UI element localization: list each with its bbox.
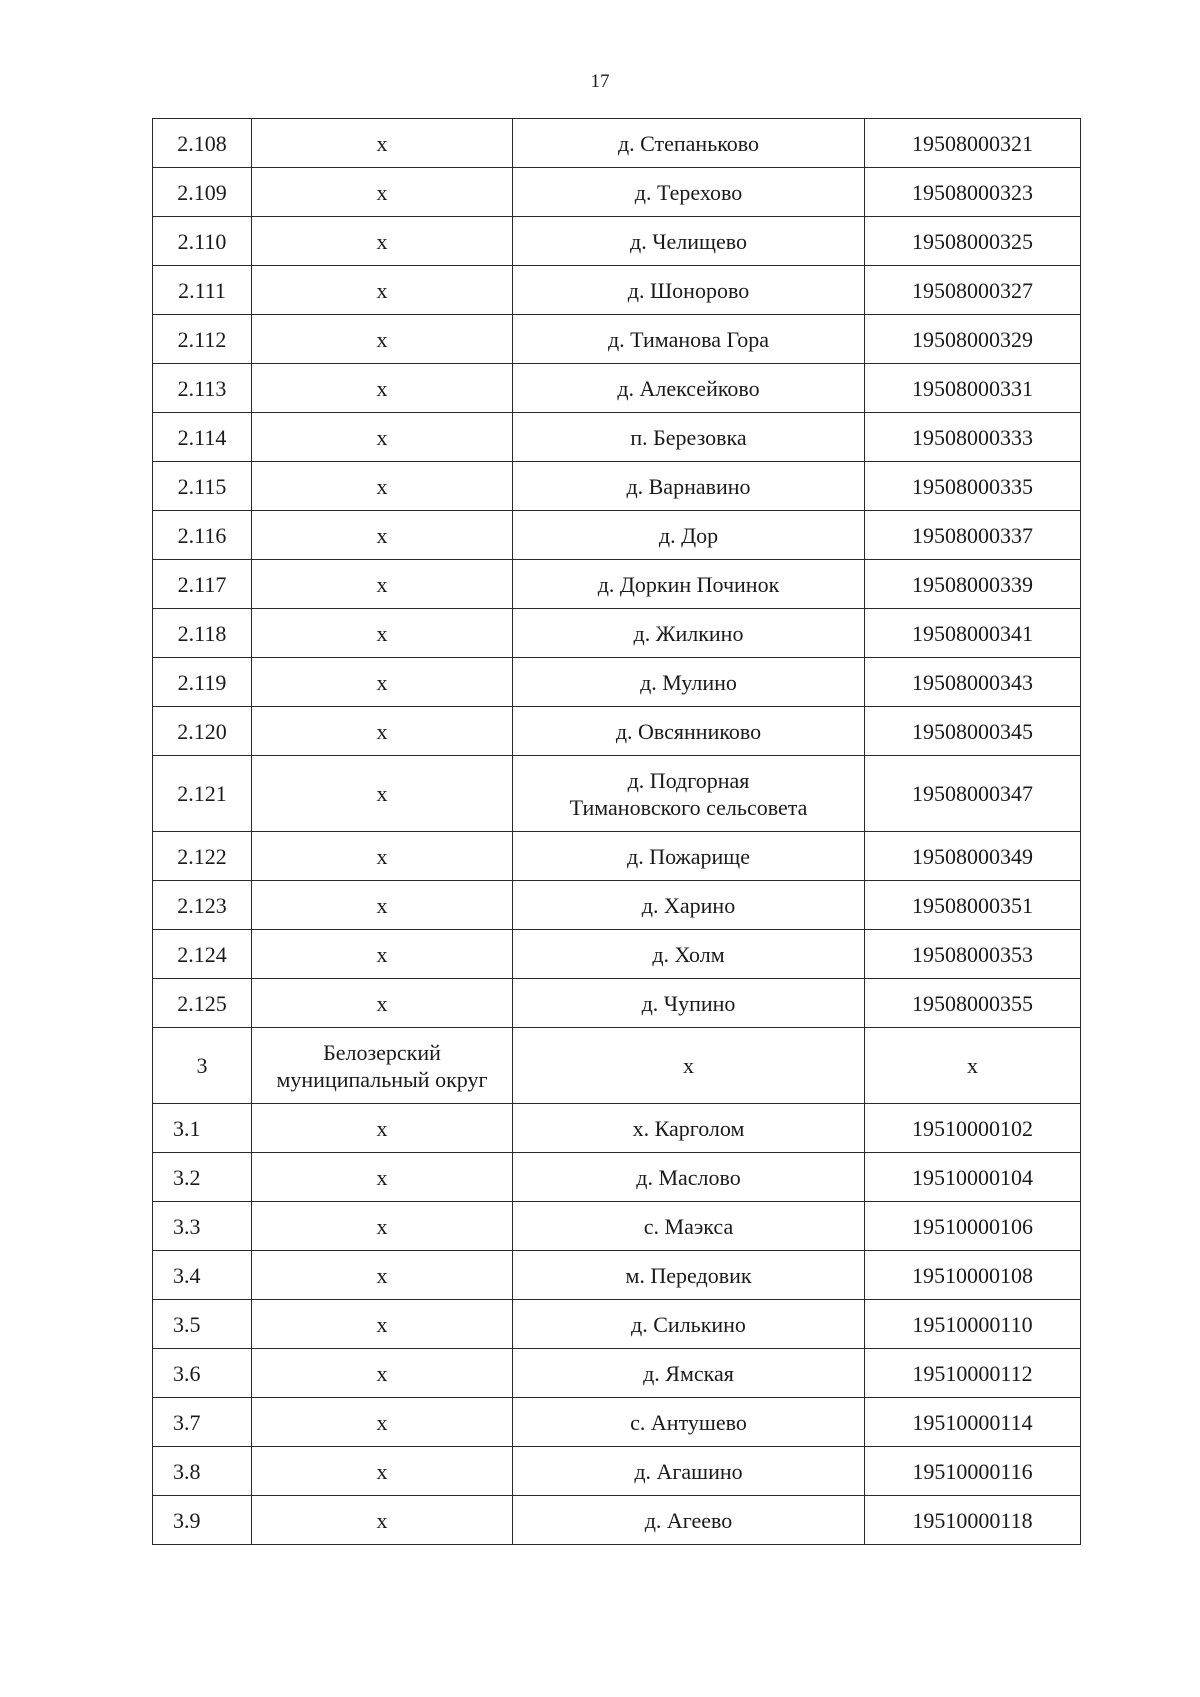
oktmo-code-text: 19508000345 — [912, 718, 1033, 744]
settlement-cell — [513, 1349, 865, 1398]
district-cell — [252, 413, 513, 462]
oktmo-code-text: 19508000333 — [912, 424, 1033, 450]
settlement-cell — [513, 315, 865, 364]
row-number-text: 3.3 — [173, 1213, 201, 1239]
district-text: х — [376, 473, 388, 499]
district-text: х — [376, 1409, 388, 1435]
settlement-cell — [513, 364, 865, 413]
district-cell — [252, 832, 513, 881]
district-cell — [252, 1349, 513, 1398]
district-text: х — [376, 375, 388, 401]
district-text: х — [376, 990, 388, 1016]
district-cell — [252, 979, 513, 1028]
district-cell — [252, 658, 513, 707]
row-number-cell — [153, 1447, 252, 1496]
oktmo-code-cell — [865, 413, 1081, 462]
settlement-cell — [513, 1104, 865, 1153]
settlement-cell — [513, 1153, 865, 1202]
oktmo-code-cell — [865, 658, 1081, 707]
row-number-text: 2.113 — [177, 375, 227, 401]
district-cell — [252, 1447, 513, 1496]
settlement-cell — [513, 266, 865, 315]
district-text: х — [376, 718, 388, 744]
settlement-text: д. Силькино — [631, 1311, 746, 1337]
district-text: х — [376, 1311, 388, 1337]
oktmo-code-cell — [865, 217, 1081, 266]
oktmo-code-cell — [865, 119, 1081, 168]
district-text: х — [376, 1213, 388, 1239]
district-cell — [252, 756, 513, 832]
district-text: х — [376, 669, 388, 695]
district-cell — [252, 881, 513, 930]
settlement-cell — [513, 1028, 865, 1104]
table-row — [153, 217, 1081, 266]
row-number-cell — [153, 266, 252, 315]
district-cell — [252, 930, 513, 979]
row-number-text: 2.114 — [177, 424, 227, 450]
row-number-cell — [153, 119, 252, 168]
oktmo-code-text: 19508000343 — [912, 669, 1033, 695]
row-number-text: 3.6 — [173, 1360, 201, 1386]
oktmo-code-text: 19508000347 — [912, 781, 1033, 806]
row-number-cell — [153, 707, 252, 756]
row-number-text: 2.117 — [177, 571, 227, 597]
oktmo-code-text: 19508000335 — [912, 473, 1033, 499]
district-text: х — [376, 941, 388, 967]
district-cell — [252, 217, 513, 266]
oktmo-code-text: 19508000353 — [912, 941, 1033, 967]
oktmo-code-text: 19508000339 — [912, 571, 1033, 597]
row-number-text: 3.9 — [173, 1507, 201, 1533]
table-row — [153, 1496, 1081, 1545]
table-row — [153, 881, 1081, 930]
settlement-text: д. Холм — [652, 941, 725, 967]
settlement-cell — [513, 609, 865, 658]
table-row — [153, 1349, 1081, 1398]
row-number-text: 2.125 — [177, 990, 227, 1016]
oktmo-code-cell — [865, 168, 1081, 217]
settlement-text: д. Маслово — [636, 1164, 741, 1190]
row-number-text: 2.115 — [177, 473, 227, 499]
table-row — [153, 1251, 1081, 1300]
oktmo-code-text: 19508000325 — [912, 228, 1033, 254]
oktmo-code-text: 19508000327 — [912, 277, 1033, 303]
settlement-text: д. Терехово — [634, 179, 743, 205]
settlement-text: х — [683, 1053, 694, 1078]
settlement-text: д. Доркин Починок — [597, 571, 780, 597]
table-row — [153, 979, 1081, 1028]
table-row — [153, 364, 1081, 413]
oktmo-code-cell — [865, 881, 1081, 930]
settlement-cell — [513, 1300, 865, 1349]
district-text: х — [376, 424, 388, 450]
district-text: х — [376, 1360, 388, 1386]
settlement-text: д. Пожарище — [627, 843, 750, 869]
oktmo-code-cell — [865, 1447, 1081, 1496]
row-number-text: 3 — [196, 1053, 208, 1078]
settlement-cell — [513, 168, 865, 217]
settlement-text: д. Агеево — [644, 1507, 733, 1533]
row-number-cell — [153, 658, 252, 707]
district-cell — [252, 609, 513, 658]
table-row — [153, 511, 1081, 560]
row-number-text: 3.5 — [173, 1311, 201, 1337]
row-number-text: 3.8 — [173, 1458, 201, 1484]
row-number-cell — [153, 832, 252, 881]
district-text: х — [376, 179, 388, 205]
settlement-cell — [513, 119, 865, 168]
table-row — [153, 1028, 1081, 1104]
row-number-text: 2.119 — [177, 669, 227, 695]
oktmo-code-text: 19508000321 — [912, 130, 1033, 156]
table-row — [153, 658, 1081, 707]
oktmo-code-cell — [865, 979, 1081, 1028]
oktmo-code-text: 19508000355 — [912, 990, 1033, 1016]
oktmo-code-cell — [865, 832, 1081, 881]
row-number-cell — [153, 1300, 252, 1349]
oktmo-code-cell — [865, 1496, 1081, 1545]
settlement-text: д. Мулино — [640, 669, 737, 695]
table-row — [153, 315, 1081, 364]
row-number-cell — [153, 1028, 252, 1104]
oktmo-code-cell — [865, 560, 1081, 609]
district-text: х — [376, 326, 388, 352]
settlement-cell — [513, 756, 865, 832]
settlement-text: д. Тиманова Гора — [607, 326, 770, 352]
settlement-text: х. Карголом — [632, 1115, 745, 1141]
row-number-text: 2.111 — [178, 277, 226, 303]
row-number-cell — [153, 364, 252, 413]
oktmo-code-text: 19510000112 — [912, 1360, 1033, 1386]
district-text: х — [376, 228, 388, 254]
oktmo-code-text: 19510000106 — [912, 1213, 1033, 1239]
settlement-text: д. Агашино — [634, 1458, 743, 1484]
district-text: Белозерский муниципальный округ — [276, 1039, 488, 1092]
settlement-cell — [513, 930, 865, 979]
table-body — [153, 119, 1081, 1545]
row-number-cell — [153, 315, 252, 364]
table-row — [153, 266, 1081, 315]
settlement-cell — [513, 413, 865, 462]
table-row — [153, 462, 1081, 511]
table-row — [153, 1447, 1081, 1496]
settlement-cell — [513, 1447, 865, 1496]
row-number-cell — [153, 462, 252, 511]
district-text: х — [376, 892, 388, 918]
oktmo-code-cell — [865, 707, 1081, 756]
district-text: х — [376, 130, 388, 156]
district-cell — [252, 462, 513, 511]
district-cell — [252, 1300, 513, 1349]
row-number-cell — [153, 1202, 252, 1251]
row-number-text: 2.109 — [177, 179, 227, 205]
district-text: х — [376, 1458, 388, 1484]
table-row — [153, 1398, 1081, 1447]
row-number-text: 2.122 — [177, 843, 227, 869]
settlement-cell — [513, 1202, 865, 1251]
table-row — [153, 1153, 1081, 1202]
settlement-text: д. Жилкино — [633, 620, 744, 646]
settlement-cell — [513, 1398, 865, 1447]
oktmo-code-text: 19508000349 — [912, 843, 1033, 869]
district-cell — [252, 315, 513, 364]
settlement-text: д. Степаньково — [617, 130, 760, 156]
row-number-text: 2.108 — [177, 130, 227, 156]
oktmo-code-text: 19510000102 — [912, 1115, 1033, 1141]
settlement-cell — [513, 707, 865, 756]
district-text: х — [376, 522, 388, 548]
table-row — [153, 1104, 1081, 1153]
row-number-cell — [153, 756, 252, 832]
row-number-text: 2.123 — [177, 892, 227, 918]
settlement-cell — [513, 979, 865, 1028]
district-text: х — [376, 1507, 388, 1533]
oktmo-code-cell — [865, 1251, 1081, 1300]
district-cell — [252, 364, 513, 413]
settlement-text: д. Харино — [641, 892, 736, 918]
oktmo-code-text: 19510000104 — [912, 1164, 1033, 1190]
table-row — [153, 1300, 1081, 1349]
oktmo-code-cell — [865, 364, 1081, 413]
district-cell — [252, 707, 513, 756]
district-text: х — [376, 620, 388, 646]
district-cell — [252, 1398, 513, 1447]
row-number-text: 2.124 — [177, 941, 227, 967]
oktmo-code-cell — [865, 1202, 1081, 1251]
oktmo-code-text: 19510000108 — [912, 1262, 1033, 1288]
row-number-cell — [153, 1153, 252, 1202]
oktmo-code-cell — [865, 609, 1081, 658]
settlement-cell — [513, 217, 865, 266]
oktmo-code-text: 19508000341 — [912, 620, 1033, 646]
settlement-text: д. Овсянниково — [615, 718, 762, 744]
table-row — [153, 930, 1081, 979]
oktmo-code-cell — [865, 1349, 1081, 1398]
settlement-cell — [513, 1496, 865, 1545]
row-number-cell — [153, 168, 252, 217]
oktmo-code-text: х — [967, 1053, 978, 1078]
row-number-cell — [153, 217, 252, 266]
oktmo-code-text: 19508000323 — [912, 179, 1033, 205]
district-text: х — [376, 843, 388, 869]
oktmo-code-text: 19510000118 — [912, 1507, 1033, 1533]
settlement-text: д. Шонорово — [627, 277, 750, 303]
settlement-cell — [513, 462, 865, 511]
row-number-cell — [153, 1398, 252, 1447]
settlement-cell — [513, 1251, 865, 1300]
district-cell — [252, 1028, 513, 1104]
row-number-text: 2.116 — [177, 522, 227, 548]
row-number-text: 2.120 — [177, 718, 227, 744]
settlement-text: д. Челищево — [630, 228, 747, 254]
table-row — [153, 168, 1081, 217]
settlement-text: д. Чупино — [641, 990, 736, 1016]
row-number-cell — [153, 560, 252, 609]
row-number-cell — [153, 1104, 252, 1153]
row-number-text: 2.112 — [177, 326, 227, 352]
oktmo-code-cell — [865, 315, 1081, 364]
district-cell — [252, 1202, 513, 1251]
table-row — [153, 1202, 1081, 1251]
district-cell — [252, 119, 513, 168]
row-number-text: 3.1 — [173, 1115, 201, 1141]
district-text: х — [376, 571, 388, 597]
table-row — [153, 413, 1081, 462]
row-number-text: 3.2 — [173, 1164, 201, 1190]
oktmo-code-text: 19508000337 — [912, 522, 1033, 548]
page-number: 17 — [590, 71, 610, 92]
oktmo-code-cell — [865, 462, 1081, 511]
settlement-text: с. Маэкса — [643, 1213, 734, 1239]
district-cell — [252, 1104, 513, 1153]
oktmo-code-cell — [865, 930, 1081, 979]
district-cell — [252, 1153, 513, 1202]
district-cell — [252, 168, 513, 217]
district-cell — [252, 1251, 513, 1300]
oktmo-code-cell — [865, 1028, 1081, 1104]
table-row — [153, 119, 1081, 168]
row-number-cell — [153, 1349, 252, 1398]
row-number-text: 3.7 — [173, 1409, 201, 1435]
settlement-cell — [513, 832, 865, 881]
oktmo-code-text: 19508000351 — [912, 892, 1033, 918]
district-cell — [252, 511, 513, 560]
table-row — [153, 609, 1081, 658]
settlement-cell — [513, 881, 865, 930]
row-number-cell — [153, 881, 252, 930]
oktmo-code-cell — [865, 511, 1081, 560]
row-number-cell — [153, 511, 252, 560]
table-row — [153, 560, 1081, 609]
settlement-text: с. Антушево — [630, 1409, 747, 1435]
oktmo-code-cell — [865, 1104, 1081, 1153]
settlement-cell — [513, 511, 865, 560]
district-cell — [252, 266, 513, 315]
district-text: х — [376, 1262, 388, 1288]
district-cell — [252, 1496, 513, 1545]
oktmo-code-text: 19508000329 — [912, 326, 1033, 352]
oktmo-code-text: 19510000116 — [912, 1458, 1033, 1484]
district-text: х — [376, 1115, 388, 1141]
settlement-text: д. Подгорная Тимановского сельсовета — [569, 767, 808, 820]
row-number-text: 2.121 — [177, 781, 227, 806]
settlement-text: д. Ямская — [643, 1360, 734, 1386]
table-row — [153, 832, 1081, 881]
settlement-cell — [513, 658, 865, 707]
row-number-cell — [153, 1496, 252, 1545]
row-number-text: 2.118 — [177, 620, 227, 646]
district-text: х — [376, 1164, 388, 1190]
row-number-cell — [153, 609, 252, 658]
oktmo-code-text: 19510000110 — [912, 1311, 1033, 1337]
settlement-text: м. Передовик — [625, 1262, 752, 1288]
settlement-text: д. Варнавино — [626, 473, 751, 499]
oktmo-code-cell — [865, 266, 1081, 315]
settlement-text: д. Алексейково — [617, 375, 760, 401]
row-number-text: 3.4 — [173, 1262, 201, 1288]
district-cell — [252, 560, 513, 609]
oktmo-code-cell — [865, 1153, 1081, 1202]
district-text: х — [376, 781, 388, 806]
row-number-cell — [153, 930, 252, 979]
row-number-cell — [153, 979, 252, 1028]
oktmo-code-cell — [865, 756, 1081, 832]
oktmo-code-cell — [865, 1398, 1081, 1447]
settlement-text: п. Березовка — [630, 424, 747, 450]
settlement-cell — [513, 560, 865, 609]
row-number-cell — [153, 413, 252, 462]
settlement-text: д. Дор — [658, 522, 719, 548]
oktmo-code-text: 19508000331 — [912, 375, 1033, 401]
oktmo-code-cell — [865, 1300, 1081, 1349]
table-row — [153, 707, 1081, 756]
row-number-text: 2.110 — [177, 228, 227, 254]
settlements-table — [152, 118, 1081, 1545]
district-text: х — [376, 277, 388, 303]
row-number-cell — [153, 1251, 252, 1300]
table-row — [153, 756, 1081, 832]
oktmo-code-text: 19510000114 — [912, 1409, 1033, 1435]
